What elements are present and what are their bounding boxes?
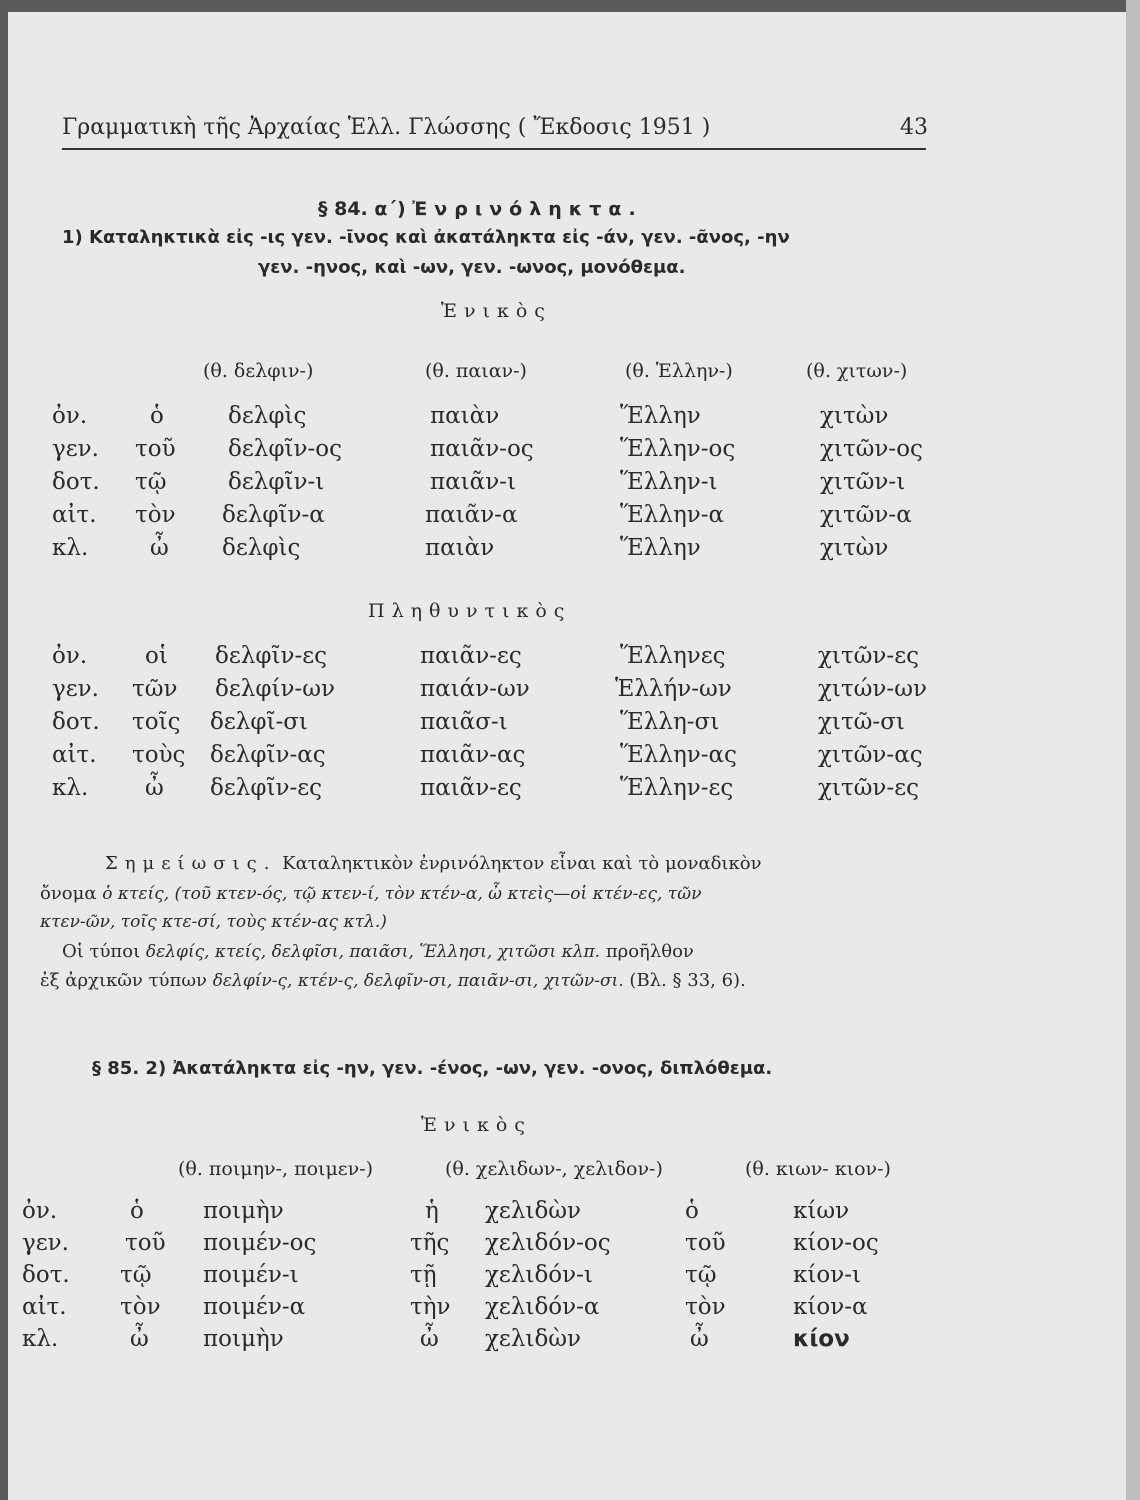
section84-number: § 84. α´): [318, 198, 406, 220]
form-hellen: Ἕλλην-ες: [620, 775, 734, 801]
article: τὴν: [410, 1294, 451, 1320]
article: τοῦ: [135, 436, 176, 462]
form-kion: κίον: [793, 1326, 850, 1352]
section84-subtitle-1: 1) Καταληκτικὰ εἰς -ις γεν. -ῑνος καὶ ἀκατάληκτα εἰς -άν, γεν. -ᾶνος, -ην: [62, 227, 790, 248]
note-text: προῆλθον: [605, 941, 694, 962]
form-delphin: δελφῖν-ες: [215, 643, 328, 669]
note-text: Καταληκτικὸν ἐνρινόληκτον εἶναι καὶ τὸ μοναδικὸν: [282, 853, 762, 874]
stem-1: (θ. δελφιν-): [203, 360, 314, 382]
case-label: γεν.: [22, 1230, 69, 1256]
form-poimen: ποιμέν-ος: [203, 1230, 317, 1256]
form-paian: παιᾶν-ας: [420, 742, 526, 768]
case-label: δοτ.: [22, 1262, 70, 1288]
form-paian: παιᾶν-ες: [420, 643, 522, 669]
article: τῇ: [410, 1262, 437, 1288]
form-chelidon: χελιδόν-ι: [485, 1262, 593, 1288]
note-line-2: [40, 883, 701, 904]
form-chelidon: χελιδὼν: [485, 1326, 582, 1352]
article: ὁ: [685, 1198, 699, 1224]
article: τῶν: [132, 676, 178, 702]
page-number: 43: [900, 115, 928, 140]
form-paian: παιᾶν-ος: [430, 436, 534, 462]
case-label: ὀν.: [22, 1198, 58, 1224]
case-label: αἰτ.: [52, 742, 97, 768]
header-rule: [62, 148, 926, 150]
article: τοῦ: [125, 1230, 166, 1256]
case-label: αἰτ.: [52, 502, 97, 528]
form-paian: παιᾶν-α: [425, 502, 518, 528]
form-hellen: Ἕλλην: [620, 403, 701, 429]
stem-poimen: (θ. ποιμην-, ποιμεν-): [178, 1158, 374, 1180]
form-kion: κίον-α: [793, 1294, 868, 1320]
form-chiton: χιτῶν-ας: [818, 742, 923, 768]
form-chiton: χιτῶν-ες: [818, 775, 919, 801]
section85-singular-label: Ἑνικὸς: [421, 1114, 532, 1136]
form-delphin: δελφῖν-α: [222, 502, 325, 528]
article: τῷ: [120, 1262, 152, 1288]
form-hellen: Ἕλλη-σι: [620, 709, 720, 735]
case-label: κλ.: [22, 1326, 59, 1352]
form-hellen: Ἕλλην-ας: [620, 742, 737, 768]
note-line-5: [40, 970, 746, 991]
case-label: ὀν.: [52, 643, 88, 669]
form-paian: παιᾶσ-ι: [420, 709, 508, 735]
case-label: γεν.: [52, 676, 99, 702]
stem-4: (θ. χιτων-): [806, 360, 908, 382]
form-hellen: Ἕλλην-ι: [620, 469, 718, 495]
section85-title: § 85. 2) Ἀκατάληκτα εἰς -ην, γεν. -ένος, -ων, γεν. -ονος, διπλόθεμα.: [92, 1058, 773, 1079]
form-chelidon: χελιδόν-ος: [485, 1230, 611, 1256]
article: τοῦ: [685, 1230, 726, 1256]
article: ὁ: [150, 403, 164, 429]
article: ὦ: [420, 1326, 439, 1352]
note-italic: δελφίς, κτείς, δελφῖσι, παιᾶσι, Ἕλλησι, χιτῶσι κλπ.: [145, 942, 601, 962]
stem-chelidon: (θ. χελιδων-, χελιδον-): [445, 1158, 663, 1180]
form-poimen: ποιμὴν: [203, 1326, 284, 1352]
form-chiton: χιτῶν-ος: [820, 436, 923, 462]
form-delphin: δελφῖν-ι: [228, 469, 325, 495]
form-hellen: Ἑλλήν-ων: [615, 676, 732, 702]
running-title: Γραμματικὴ τῆς Ἀρχαίας Ἑλλ. Γλώσσης ( Ἔκδοσις 1951 ): [62, 115, 711, 140]
form-hellen: Ἕλληνες: [620, 643, 726, 669]
article: ὦ: [150, 535, 169, 561]
article: τοῖς: [132, 709, 181, 735]
article: ὦ: [145, 775, 164, 801]
form-poimen: ποιμέν-ι: [203, 1262, 299, 1288]
note-line-3: [40, 911, 387, 932]
case-label: κλ.: [52, 775, 89, 801]
note-text: ἐξ ἀρχικῶν τύπων: [40, 970, 207, 991]
stem-3: (θ. Ἑλλην-): [625, 360, 733, 382]
note-italic: κτεν-ῶν, τοῖς κτε-σί, τοὺς κτέν-ας κτλ.): [40, 912, 387, 932]
form-poimen: ποιμέν-α: [203, 1294, 306, 1320]
note-text: Οἱ τύποι: [62, 941, 141, 962]
article: ἡ: [425, 1198, 439, 1224]
form-chelidon: χελιδόν-α: [485, 1294, 600, 1320]
article: τὸν: [120, 1294, 161, 1320]
form-chiton: χιτῶν-ες: [818, 643, 919, 669]
note-label: Σημείωσις.: [105, 853, 277, 874]
note-line-4: [62, 941, 694, 962]
form-chelidon: χελιδὼν: [485, 1198, 582, 1224]
form-kion: κίον-ος: [793, 1230, 879, 1256]
form-paian: παιᾶν-ες: [420, 775, 522, 801]
article: οἱ: [145, 643, 168, 669]
page-edge: [1126, 0, 1140, 1500]
form-hellen: Ἕλλην: [620, 535, 701, 561]
form-chiton: χιτῶν-ι: [820, 469, 906, 495]
form-hellen: Ἕλλην-α: [620, 502, 725, 528]
case-label: δοτ.: [52, 709, 100, 735]
article: τὸν: [685, 1294, 726, 1320]
form-chiton: χιτὼν: [820, 403, 889, 429]
form-delphin: δελφῖν-ας: [210, 742, 326, 768]
form-delphin: δελφῖν-ες: [210, 775, 323, 801]
case-label: κλ.: [52, 535, 89, 561]
form-delphin: δελφίν-ων: [215, 676, 335, 702]
form-delphin: δελφῖ-σι: [210, 709, 308, 735]
case-label: αἰτ.: [22, 1294, 67, 1320]
case-label: δοτ.: [52, 469, 100, 495]
section84-title: [318, 198, 643, 220]
section84-subtitle-2: γεν. -ηνος, καὶ -ων, γεν. -ωνος, μονόθεμα.: [258, 257, 686, 278]
note-text: ὄνομα: [40, 883, 97, 904]
note-line-1: [105, 853, 762, 874]
note-italic: δελφίν-ς, κτέν-ς, δελφῖν-σι, παιᾶν-σι, χιτῶν-σι.: [212, 971, 624, 991]
form-kion: κίων: [793, 1198, 850, 1224]
form-paian: παιάν-ων: [420, 676, 530, 702]
article: τῆς: [410, 1230, 450, 1256]
form-paian: παιᾶν-ι: [430, 469, 516, 495]
form-chiton: χιτῶ-σι: [818, 709, 905, 735]
article: ὁ: [130, 1198, 144, 1224]
form-paian: παιὰν: [425, 535, 495, 561]
section84-heading: Ἐνρινόληκτα.: [412, 198, 643, 220]
form-chiton: χιτῶν-α: [820, 502, 912, 528]
form-chiton: χιτών-ων: [818, 676, 927, 702]
form-delphin: δελφῖν-ος: [228, 436, 342, 462]
stem-2: (θ. παιαν-): [425, 360, 527, 382]
article: τῷ: [135, 469, 167, 495]
form-hellen: Ἕλλην-ος: [620, 436, 736, 462]
article: τῷ: [685, 1262, 717, 1288]
form-delphin: δελφὶς: [222, 535, 301, 561]
article: τοὺς: [132, 742, 186, 768]
article: τὸν: [135, 502, 176, 528]
case-label: γεν.: [52, 436, 99, 462]
plural-label: Πληθυντικὸς: [368, 600, 572, 622]
stem-kion: (θ. κιων- κιον-): [745, 1158, 891, 1180]
case-label: ὀν.: [52, 403, 88, 429]
form-paian: παιὰν: [430, 403, 500, 429]
singular-label: Ἑνικὸς: [441, 300, 552, 322]
note-italic: ὁ κτείς, (τοῦ κτεν-ός, τῷ κτεν-ί, τὸν κτέν-α, ὦ κτεὶς—οἱ κτέν-ες, τῶν: [102, 884, 702, 904]
form-delphin: δελφὶς: [228, 403, 307, 429]
note-text: (Βλ. § 33, 6).: [629, 970, 746, 991]
form-chiton: χιτὼν: [820, 535, 889, 561]
article: ὦ: [690, 1326, 709, 1352]
form-poimen: ποιμὴν: [203, 1198, 284, 1224]
article: ὦ: [130, 1326, 149, 1352]
form-kion: κίον-ι: [793, 1262, 862, 1288]
